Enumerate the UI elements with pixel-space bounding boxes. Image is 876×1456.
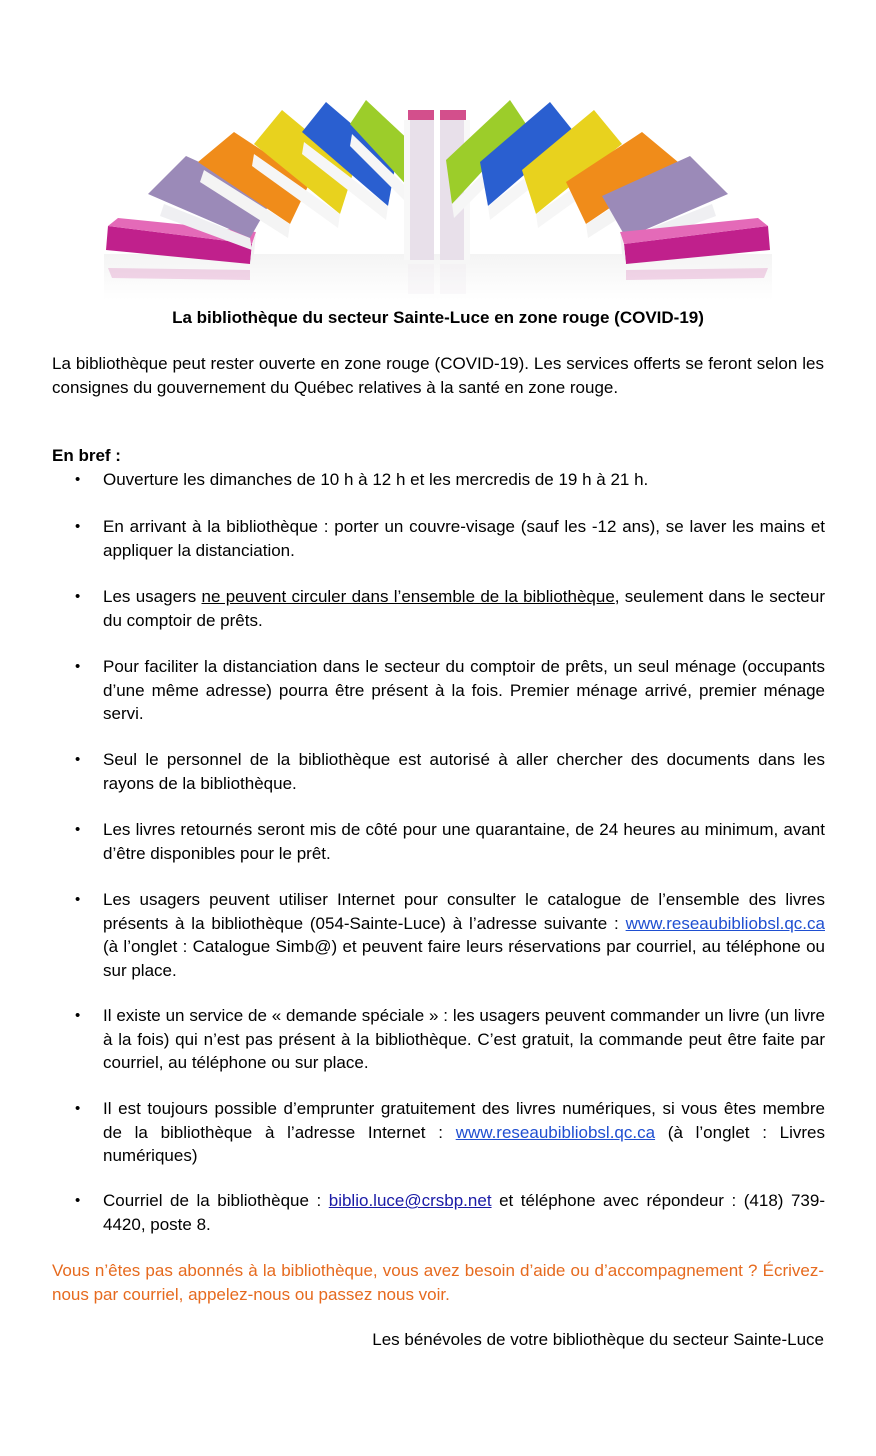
bullet-dot: •: [75, 1192, 81, 1209]
bullet-dot: •: [75, 821, 81, 838]
books-illustration: [104, 74, 772, 300]
list-item: [75, 468, 825, 492]
bullet-dot: •: [75, 588, 81, 605]
page-title: La bibliothèque du secteur Sainte-Luce en zone rouge (COVID-19): [172, 308, 704, 327]
bullet-dot: •: [75, 471, 81, 488]
bullet-dot: •: [75, 1007, 81, 1024]
bullet-text: Il est toujours possible d’emprunter gratuitement des livres numériques, si vous êtes membre de la bibliothèque à l’adresse Internet :: [103, 1099, 825, 1142]
list-item: [75, 655, 825, 726]
catalogue-link[interactable]: www.reseaubibliobsl.qc.ca: [625, 913, 825, 933]
bullet-text: Pour faciliter la distanciation dans le secteur du comptoir de prêts, un seul ménage (occupants d’une même adresse) pourra être présent à la fois. Premier ménage arrivé, premier ménage servi.: [103, 657, 825, 723]
bullet-text: En arrivant à la bibliothèque : porter un couvre-visage (sauf les -12 ans), se laver les mains et appliquer la distanciation.: [103, 517, 825, 560]
bullet-text: Courriel de la bibliothèque :: [103, 1191, 329, 1210]
books-image: [104, 74, 772, 300]
list-item: [75, 1189, 825, 1236]
bullet-dot: •: [75, 518, 81, 535]
bullet-text: (à l’onglet : Catalogue Simb@) et peuvent faire leurs réservations par courriel, au téléphone ou sur place.: [103, 937, 825, 980]
call-to-action: Vous n’êtes pas abonnés à la bibliothèque, vous avez besoin d’aide ou d’accompagnement ? Écrivez-nous par courriel, appelez-nous ou passez nous voir.: [52, 1261, 824, 1304]
brief-heading: En bref :: [52, 446, 121, 465]
list-item: [75, 748, 825, 795]
list-item: [75, 515, 825, 562]
bullet-dot: •: [75, 1100, 81, 1117]
bullet-text: Seul le personnel de la bibliothèque est autorisé à aller chercher des documents dans les rayons de la bibliothèque.: [103, 750, 825, 793]
bullet-text: Les livres retournés seront mis de côté pour une quarantaine, de 24 heures au minimum, avant d’être disponibles pour le prêt.: [103, 820, 825, 863]
bullet-dot: •: [75, 751, 81, 768]
bullet-text: Les usagers peuvent utiliser Internet pour consulter le catalogue de l’ensemble des livres présents à la bibliothèque (054-Sainte-Luce) à l’adresse suivante :: [103, 890, 825, 933]
intro-paragraph: La bibliothèque peut rester ouverte en zone rouge (COVID-19). Les services offerts se feront selon les consignes du gouvernement du Québec relatives à la santé en zone rouge.: [52, 354, 824, 397]
list-item: [75, 1004, 825, 1075]
bullet-dot: •: [75, 891, 81, 908]
list-item: [75, 585, 825, 632]
bullet-dot: •: [75, 658, 81, 675]
list-item: [75, 818, 825, 865]
ebooks-link[interactable]: www.reseaubibliobsl.qc.ca: [455, 1122, 656, 1142]
bullet-text: (à l’onglet : Livres numériques): [103, 1122, 825, 1165]
underlined-text: ne peuvent circuler dans l’ensemble de la bibliothèque: [201, 587, 615, 606]
email-link[interactable]: biblio.luce@crsbp.net: [328, 1191, 492, 1210]
bullet-text: Les usagers: [103, 587, 202, 606]
bullet-text: et téléphone avec répondeur : (418) 739-4420, poste 8.: [103, 1191, 825, 1234]
bullet-text: Il existe un service de « demande spéciale » : les usagers peuvent commander un livre (un livre à la fois) qui n’est pas présent à la bibliothèque. C’est gratuit, la commande peut être faite par courriel, au téléphone ou sur place.: [103, 1006, 825, 1072]
bullet-text: , seulement dans le secteur du comptoir de prêts.: [103, 587, 825, 630]
signature: Les bénévoles de votre bibliothèque du secteur Sainte-Luce: [372, 1330, 824, 1349]
list-item: [75, 1097, 825, 1168]
list-item: [75, 888, 825, 982]
bullet-text: Ouverture les dimanches de 10 h à 12 h et les mercredis de 19 h à 21 h.: [103, 470, 649, 489]
book-pink-left: [404, 110, 434, 260]
